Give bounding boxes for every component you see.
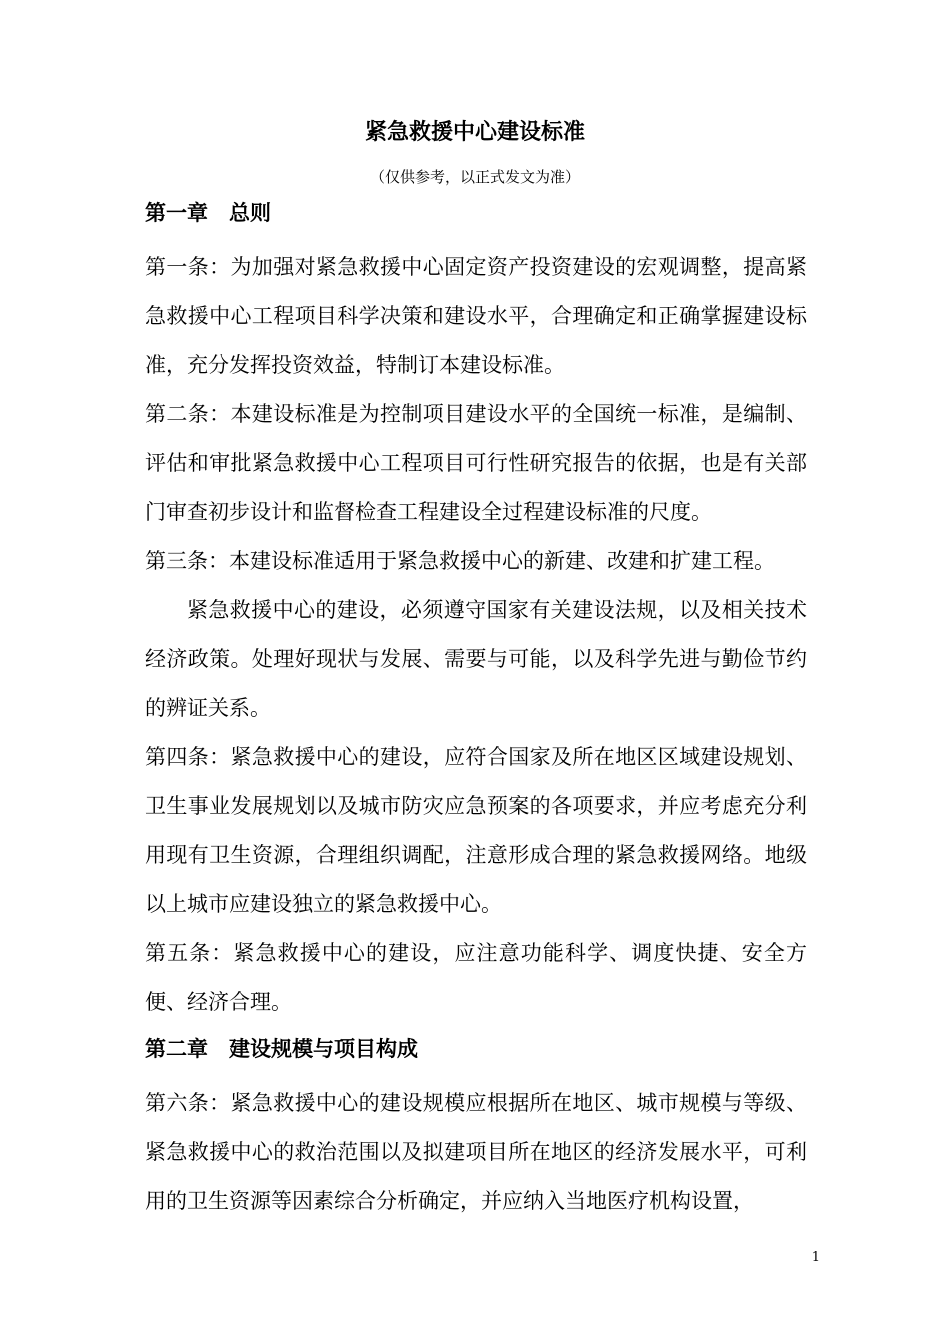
document-title: 紧急救援中心建设标准: [364, 120, 585, 145]
article-2: 第二条：本建设标准是为控制项目建设水平的全国统一标准，是编制、评估和审批紧急救援中心工程项目可行性研究报告的依据，也是有关部门审查初步设计和监督检查工程建设全过程建设标准的尺度。: [145, 402, 807, 524]
article-3: 第三条：本建设标准适用于紧急救援中心的新建、改建和扩建工程。: [145, 549, 775, 573]
chapter-heading-general: 第一章 总则: [145, 201, 271, 225]
article-3-continued: 紧急救援中心的建设，必须遵守国家有关建设法规，以及相关技术经济政策。处理好现状与发展、需要与可能，以及科学先进与勤俭节约的辨证关系。: [145, 598, 807, 720]
page-number: 1: [811, 1250, 820, 1265]
document-subtitle: （仅供参考，以正式发文为准）: [369, 168, 580, 186]
chapter-heading-scale: 第二章 建设规模与项目构成: [145, 1037, 418, 1061]
article-1: 第一条：为加强对紧急救援中心固定资产投资建设的宏观调整，提高紧急救援中心工程项目科学决策和建设水平，合理确定和正确掌握建设标准，充分发挥投资效益，特制订本建设标准。: [145, 255, 807, 377]
article-5: 第五条：紧急救援中心的建设，应注意功能科学、调度快捷、安全方便、经济合理。: [145, 941, 807, 1014]
article-4: 第四条：紧急救援中心的建设，应符合国家及所在地区区域建设规划、卫生事业发展规划以及城市防灾应急预案的各项要求，并应考虑充分利用现有卫生资源，合理组织调配，注意形成合理的紧急救援网络。地级以上城市应建设独立的紧急救援中心。: [145, 745, 807, 916]
document-body: [145, 196, 807, 1226]
article-6: 第六条：紧急救援中心的建设规模应根据所在地区、城市规模与等级、紧急救援中心的救治范围以及拟建项目所在地区的经济发展水平，可利用的卫生资源等因素综合分析确定，并应纳入当地医疗机构设置，: [145, 1091, 807, 1213]
